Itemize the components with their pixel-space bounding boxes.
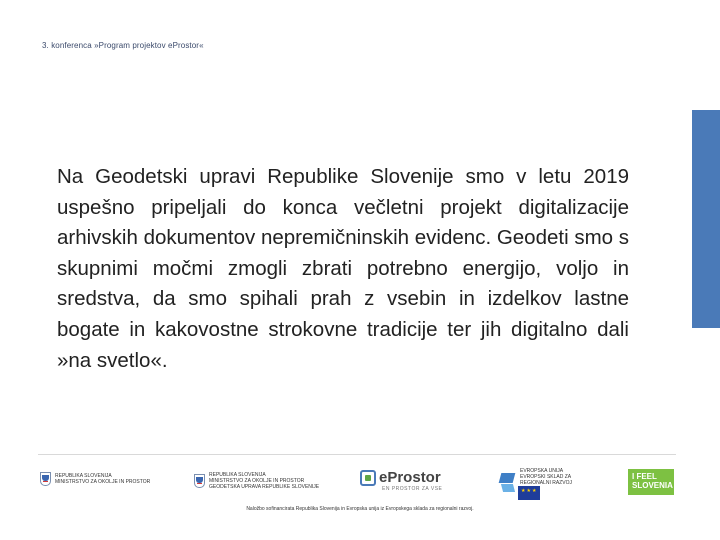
eprostor-logo-name: eProstor xyxy=(379,469,441,486)
slide-header: 3. konferenca »Program projektov eProstor« xyxy=(42,41,204,50)
eu-logo-text: EVROPSKA UNIJA EVROPSKI SKLAD ZA REGIONALNI RAZVOJ xyxy=(520,468,572,486)
eu-fund-swoosh-icon xyxy=(500,473,516,495)
ministry-logo xyxy=(40,472,150,486)
eu-logo xyxy=(500,468,572,500)
ministry-logo-text: REPUBLIKA SLOVENIJA MINISTRSTVO ZA OKOLJE IN PROSTOR xyxy=(55,473,151,485)
eprostor-logo-subtitle: EN PROSTOR ZA VSE xyxy=(382,486,443,492)
footer-divider xyxy=(38,454,676,455)
slovenia-crest-icon xyxy=(40,472,51,486)
gurs-logo-text: REPUBLIKA SLOVENIJA MINISTRSTVO ZA OKOLJE IN PROSTOR GEODETSKA UPRAVA REPUBLIKE SLOVENIJE xyxy=(209,472,320,490)
i-feel-slovenia-logo xyxy=(628,469,674,495)
eprostor-logo-icon xyxy=(360,470,376,486)
main-paragraph: Na Geodetski upravi Republike Slovenije smo v letu 2019 uspešno pripeljali do konca večletni projekt digitalizacije arhivskih dokumentov nepremičninskih evidenc. Geodeti smo s skupnimi močmi zmogli zbrati potrebno energijo, voljo in sredstva, da smo spihali prah z vsebin in izdelkov lastne bogate in kakovostne strokovne tradicije ter jih digitalno dali »na svetlo«. xyxy=(57,165,629,372)
side-accent-bar xyxy=(692,110,720,328)
gurs-logo xyxy=(194,472,319,490)
slovenia-crest-icon xyxy=(194,474,205,488)
eu-flag-icon xyxy=(518,486,540,500)
funding-note: Naložbo sofinancirata Republika Slovenija in Evropska unija iz Evropskega sklada za regionalni razvoj. xyxy=(246,506,474,512)
eprostor-logo xyxy=(360,470,442,492)
i-feel-slovenia-badge: I FEEL SLOVENIA xyxy=(628,469,674,495)
